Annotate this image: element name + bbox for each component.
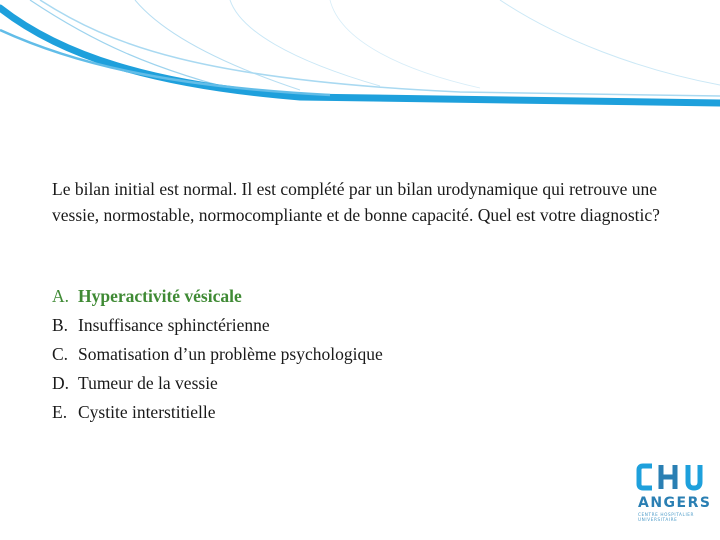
logo-subtitle (638, 512, 708, 522)
option-text: Insuffisance sphinctérienne (78, 315, 270, 335)
answer-option-d[interactable] (52, 369, 672, 398)
chu-angers-logo (636, 462, 712, 526)
question-text: Le bilan initial est normal. Il est complété par un bilan urodynamique qui retrouve une vessie, normostable, normocompliante et de bonne capacité. Quel est votre diagnostic? (52, 179, 660, 225)
logo-city-text: ANGERS (638, 495, 712, 511)
logo-letter-h (661, 465, 675, 489)
option-letter: A. (52, 286, 70, 306)
option-letter: E. (52, 402, 68, 422)
option-text: Cystite interstitielle (78, 402, 216, 422)
logo-subtitle-line1: CENTRE HOSPITALIER (638, 512, 695, 517)
logo-letter-u (688, 465, 700, 488)
option-letter: D. (52, 373, 70, 393)
logo-letter-c (639, 466, 652, 488)
option-letter: B. (52, 315, 69, 335)
swoosh-line-light (500, 0, 720, 85)
answer-option-a[interactable] (52, 282, 672, 311)
answer-option-e[interactable] (52, 398, 672, 427)
option-text: Hyperactivité vésicale (78, 286, 242, 306)
answer-option-c[interactable] (52, 340, 672, 369)
option-text: Somatisation d’un problème psychologique (78, 344, 383, 364)
swoosh-line-light (40, 0, 720, 96)
answer-options-list (52, 282, 672, 427)
option-letter: C. (52, 344, 69, 364)
header-swoosh-decoration (0, 0, 720, 120)
logo-subtitle-line2: UNIVERSITAIRE (638, 517, 678, 522)
answer-option-b[interactable] (52, 311, 672, 340)
swoosh-line-thin (330, 0, 480, 88)
option-text: Tumeur de la vessie (78, 373, 218, 393)
chu-logo-mark (636, 462, 708, 492)
